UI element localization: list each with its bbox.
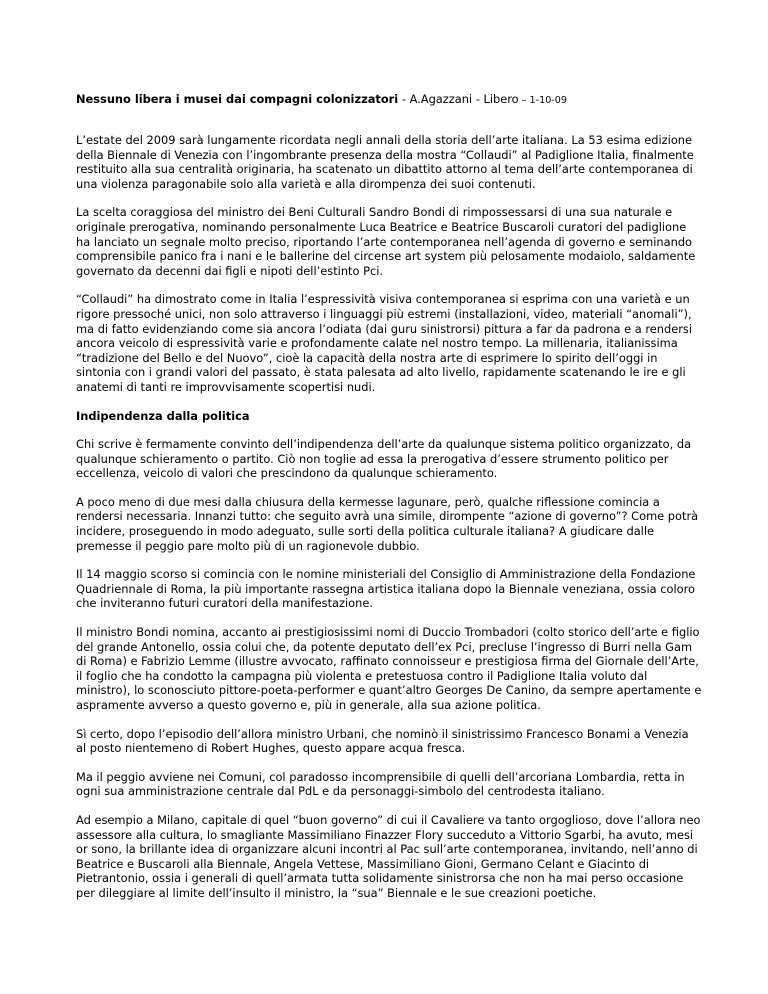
paragraph: Il 14 maggio scorso si comincia con le nomine ministeriali del Consiglio di Amministrazione della Fondazione Quadriennale di Roma, la più importante rassegna artistica italiana dopo la Biennale veneziana, ossia coloro che inviteranno futuri curatori della manifestazione.	[76, 567, 696, 611]
article-date: 1-10-09	[529, 95, 567, 106]
paragraph: Sì certo, dopo l’episodio dell’allora ministro Urbani, che nominò il sinistrissimo Francesco Bonami a Venezia al posto nientemeno di Robert Hughes, questo appare acqua fresca.	[76, 726, 689, 756]
paragraph: Il ministro Bondi nomina, accanto ai prestigiosissimi nomi di Duccio Trombadori (colto storico dell’arte e figlio del grande Antonello, ossia colui che, da potente deputato dell’ex Pci, precluse l’ingresso di Burri nella Gam di Roma) e Fabrizio Lemme (illustre avvocato, raffinato connoisseur e prestigiosa firma del Giornale dell’Arte, il foglio che ha condotto la campagna più violenta e pretestuosa contro il Padiglione Italia voluto dal ministro), lo sconosciuto pittore-poeta-performer e quant’altro Georges De Canino, da sempre apertamente e aspramente avverso a questo governo e, più in generale, alla sua azione politica.	[76, 625, 702, 712]
paragraph: “Collaudi” ha dimostrato come in Italia l’espressività visiva contemporanea si esprima con una varietà e un rigore pressoché unici, non solo attraverso i linguaggi più estremi (installazioni, video, materiali “anomali”), ma di fatto evidenziando come sia ancora l’odiata (dai guru sinistrorsi) pittura a far da padrona e a rendersi ancora veicolo di espressività varie e profondamente calate nel nostro tempo. La millenaria, italianissima “tradizione del Bello e del Nuovo”, cioè la capacità della nostra arte di esprimere lo spirito dell’oggi in sintonia con i grandi valori del passato, è stata palesata ad alto livello, rapidamente scatenando le ire e gli anatemi di tanti re improvvisamente scopertisi nudi.	[76, 292, 693, 394]
article-source: Libero	[483, 92, 519, 106]
paragraph: Chi scrive è fermamente convinto dell’indipendenza dell’arte da qualunque sistema politico organizzato, da qualunque schieramento o partito. Ciò non toglie ad essa la prerogativa d’essere strumento politico per eccellenza, veicolo di valori che prescindono da qualunque schieramento.	[76, 437, 692, 481]
article	[76, 92, 702, 915]
article-author: A.Agazzani	[409, 92, 473, 106]
article-header	[76, 92, 702, 108]
header-separator: -	[398, 92, 410, 106]
paragraph: Ma il peggio avviene nei Comuni, col paradosso incomprensibile di quelli dell’arcoriana Lombardia, retta in ogni sua amministrazione centrale dal PdL e da personaggi-simbolo del centrodesta italiano.	[76, 769, 685, 799]
paragraph: Ad esempio a Milano, capitale di quel “buon governo” di cui il Cavaliere va tanto orgoglioso, dove l’allora neo assessore alla cultura, lo smagliante Massimiliano Finazzer Flory succeduto a Vittorio Sgarbi, ha avuto, mesi or sono, la brillante idea di organizzare alcuni incontri al Pac sull’arte contemporanea, invitando, nell’anno di Beatrice e Buscaroli alla Biennale, Angela Vettese, Massimiliano Gioni, Germano Celant e Giacinto di Pietrantonio, ossia i generali di quell’armata tutta solidamente sinistrorsa che non ha mai perso occasione per dileggiare al limite dell’insulto il ministro, la “sua” Biennale e le sue creazioni poetiche.	[76, 812, 701, 900]
paragraph: A poco meno di due mesi dalla chiusura della kermesse lagunare, però, qualche riflessione comincia a rendersi necessaria. Innanzi tutto: che seguito avrà una simile, dirompente “azione di governo”? Come potrà incidere, proseguendo in modo adeguato, sulle sorti della politica culturale italiana? A giudicare dalle premesse il peggio pare molto più di un ragionevole dubbio.	[76, 494, 699, 553]
section-heading: Indipendenza dalla politica	[76, 408, 250, 423]
paragraph: La scelta coraggiosa del ministro dei Beni Culturali Sandro Bondi di rimpossessarsi di una sua naturale e originale prerogativa, nominando personalmente Luca Beatrice e Beatrice Buscaroli curatori del padiglione ha lanciato un segnale molto preciso, riportando l’arte contemporanea nell’agenda di governo e seminando comprensibile panico fra i nani e le ballerine del circense art system più pelosamente modaiolo, saldamente governato da decenni dai figli e nipoti dell’estinto Pci.	[76, 205, 696, 278]
header-separator: –	[518, 95, 530, 106]
paragraph: L’estate del 2009 sarà lungamente ricordata negli annali della storia dell’arte italiana. La 53 esima edizione della Biennale di Venezia con l’ingombrante presenza della mostra “Collaudi” al Padiglione Italia, finalmente restituito alla sua centralità originaria, ha scatenato un dibattito attorno al tema dell’arte contemporanea di una violenza paragonabile solo alla varietà e alla dirompenza dei suoi contenuti.	[76, 133, 694, 191]
header-separator: -	[472, 92, 484, 106]
article-title: Nessuno libera i musei dai compagni colonizzatori	[76, 92, 399, 106]
